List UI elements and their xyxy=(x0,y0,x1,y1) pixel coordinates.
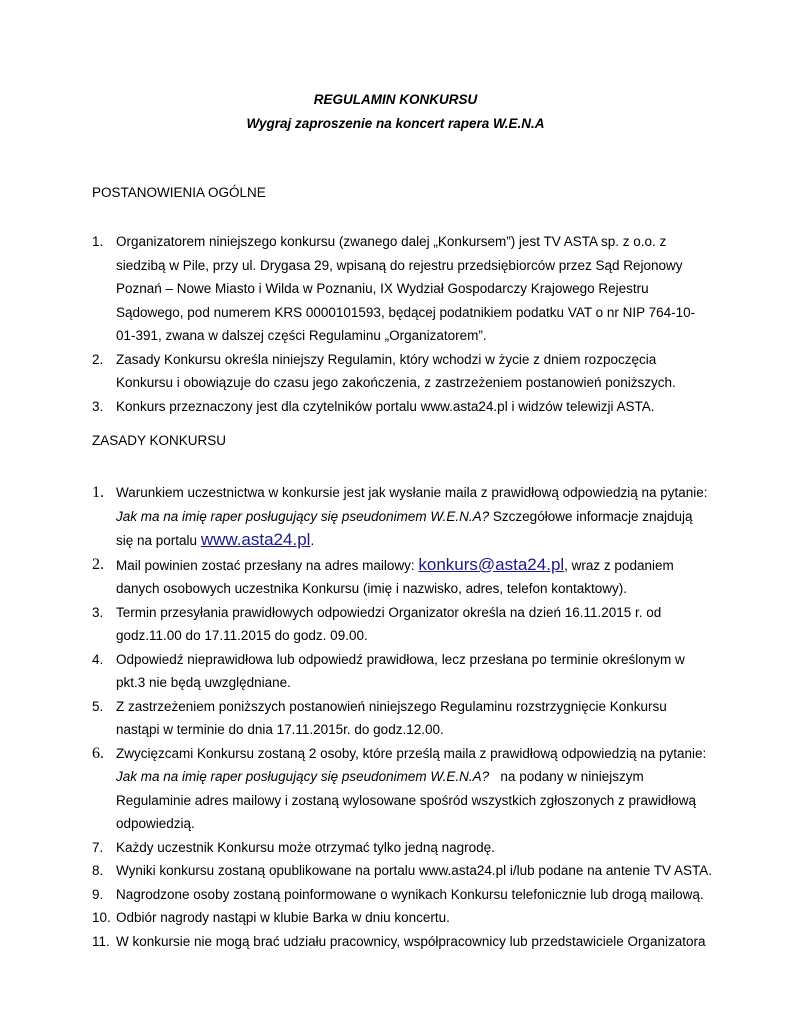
contest-rules-list xyxy=(92,481,712,953)
list-item-text: Zwycięzcami Konkursu zostaną 2 osoby, które prześlą maila z prawidłową odpowiedzią na pytanie: xyxy=(116,745,707,761)
list-item-text: W konkursie nie mogą brać udziału pracownicy, współpracownicy lub przedstawiciele Organizatora xyxy=(116,933,706,949)
list-item-text: Organizatorem niniejszego konkursu (zwanego dalej „Konkursem”) jest TV ASTA sp. z o.o. z siedzibą w Pile, przy ul. Drygasa 29, wpisaną do rejestru przedsiębiorców przez Sąd Rejonowy Poznań – Nowe Miasto i Wilda w Poznaniu, IX Wydział Gospodarczy Krajowego Rejestru Sądowego, pod numerem KRS 0000101593, będącej podatnikiem podatku VAT o nr NIP 764-10-01-391, zwana w dalszej części Regulaminu „Organizatorem”. xyxy=(116,234,696,343)
list-item-text: Wyniki konkursu zostaną opublikowane na portalu www.asta24.pl i/lub podane na antenie TV ASTA. xyxy=(116,863,712,878)
list-item-number: 3. xyxy=(92,604,104,620)
list-item xyxy=(92,395,712,419)
contest-question: Jak ma na imię raper posługujący się pseudonimem W.E.N.A? xyxy=(116,508,490,524)
list-item xyxy=(92,742,712,836)
list-item xyxy=(92,481,712,553)
list-item-text: Każdy uczestnik Konkursu może otrzymać tylko jedną nagrodę. xyxy=(116,839,495,855)
list-item-number: 2. xyxy=(92,555,104,573)
list-item-number: 8. xyxy=(92,863,104,878)
list-item-text: Termin przesyłania prawidłowych odpowiedzi Organizator określa na dzień 16.11.2015 r. od godz.11.00 do 17.11.2015 do godz. 09.00. xyxy=(116,604,662,643)
list-item-text: Odbiór nagrody nastąpi w klubie Barka w dniu koncertu. xyxy=(116,910,450,925)
list-item-text: Z zastrzeżeniem poniższych postanowień niniejszego Regulaminu rozstrzygnięcie Konkursu nastąpi w terminie do dnia 17.11.2015r. do godz.12.00. xyxy=(116,698,667,737)
list-item-number: 1. xyxy=(92,234,104,249)
list-item-text: . xyxy=(310,533,315,548)
list-item-number: 4. xyxy=(92,651,104,667)
list-item-number: 7. xyxy=(92,839,104,855)
list-item xyxy=(92,836,712,860)
list-item-text: na podany w niniejszym Regulaminie adres mailowy i zostaną wylosowane spośród wszystkich zgłoszonych z prawidłową odpowiedzią. xyxy=(116,769,700,831)
list-item xyxy=(92,553,712,601)
contest-question: Jak ma na imię raper posługujący się pseudonimem W.E.N.A? xyxy=(116,769,490,784)
document-title: REGULAMIN KONKURSU xyxy=(313,92,478,107)
list-item-number: 5. xyxy=(92,698,104,714)
list-item xyxy=(92,906,712,930)
list-item xyxy=(92,883,712,907)
list-item-text: Warunkiem uczestnictwa w konkursie jest jak wysłanie maila z prawidłową odpowiedzią na pytanie: xyxy=(116,485,708,500)
list-item-number: 6. xyxy=(92,744,104,762)
section-heading-general: POSTANOWIENIA OGÓLNE xyxy=(92,185,266,200)
list-item-text: , wraz z podaniem danych osobowych uczestnika Konkursu (imię i nazwisko, adres, telefon kontaktowy). xyxy=(116,557,674,596)
portal-link[interactable]: www.asta24.pl xyxy=(200,530,311,549)
list-item xyxy=(92,348,712,395)
list-item-number: 3. xyxy=(92,398,104,414)
list-item-number: 1. xyxy=(92,484,104,501)
document-subtitle: Wygraj zaproszenie na koncert rapera W.E.N.A xyxy=(246,116,545,131)
list-item xyxy=(92,648,712,695)
list-item-number: 9. xyxy=(92,886,104,902)
list-item xyxy=(92,601,712,648)
list-item-text: Zasady Konkursu określa niniejszy Regulamin, który wchodzi w życie z dniem rozpoczęcia Konkursu i obowiązuje do czasu jego zakończenia, z zastrzeżeniem postanowień poniższych. xyxy=(116,351,676,390)
list-item xyxy=(92,695,712,742)
email-link[interactable]: konkurs@asta24.pl xyxy=(418,554,565,574)
list-item xyxy=(92,230,712,348)
list-item-text: Szczegółowe informacje znajdują się na portalu xyxy=(116,508,693,548)
list-item-number: 10. xyxy=(92,910,111,925)
section-heading-rules: ZASADY KONKURSU xyxy=(92,433,227,448)
general-provisions-list xyxy=(92,230,712,418)
list-item xyxy=(92,859,712,883)
list-item xyxy=(92,930,712,954)
list-item-text: Odpowiedź nieprawidłowa lub odpowiedź prawidłowa, lecz przesłana po terminie określonym w pkt.3 nie będą uwzględniane. xyxy=(116,651,685,690)
list-item-number: 2. xyxy=(92,351,104,367)
list-item-text: Konkurs przeznaczony jest dla czytelników portalu www.asta24.pl i widzów telewizji ASTA. xyxy=(116,398,655,414)
list-item-text: Mail powinien zostać przesłany na adres mailowy: xyxy=(116,557,419,573)
list-item-text: Nagrodzone osoby zostaną poinformowane o wynikach Konkursu telefonicznie lub drogą mailową. xyxy=(116,886,704,902)
list-item-number: 11. xyxy=(92,933,110,949)
